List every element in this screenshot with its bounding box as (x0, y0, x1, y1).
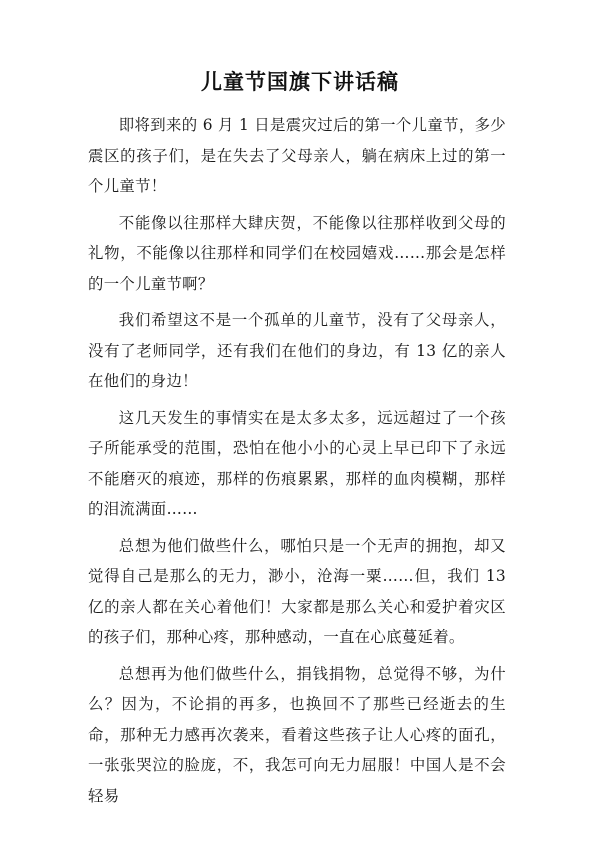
paragraph-5: 总想为他们做些什么，哪怕只是一个无声的拥抱，却又觉得自己是那么的无力，渺小，沧海一粟……但，我们 13 亿的亲人都在关心着他们！大家都是那么关心和爱护着灾区的孩子们，那种心疼，那种感动，一直在心底蔓延着。 (88, 536, 506, 646)
paragraph-4: 这几天发生的事情实在是太多太多，远远超过了一个孩子所能承受的范围，恐怕在他小小的心灵上早已印下了永远不能磨灭的痕迹，那样的伤痕累累，那样的血肉模糊，那样的泪流满面…… (88, 408, 506, 518)
paragraph-1: 即将到来的 6 月 1 日是震灾过后的第一个儿童节，多少震区的孩子们，是在失去了父母亲人，躺在病床上过的第一个儿童节！ (88, 116, 506, 195)
document-title: 儿童节国旗下讲话稿 (201, 70, 399, 94)
paragraph-6: 总想再为他们做些什么，捐钱捐物，总觉得不够，为什么？因为，不论捐的再多，也换回不了那些已经逝去的生命，那种无力感再次袭来，看着这些孩子让人心疼的面孔，一张张哭泣的脸庞，不，我怎可向无力屈服！中国人是不会轻易 (88, 664, 506, 805)
paragraph-3: 我们希望这不是一个孤单的儿童节，没有了父母亲人，没有了老师同学，还有我们在他们的身边，有 13 亿的亲人在他们的身边！ (88, 311, 506, 390)
document-body (88, 110, 506, 817)
paragraph-2: 不能像以往那样大肆庆贺，不能像以往那样收到父母的礼物，不能像以往那样和同学们在校园嬉戏……那会是怎样的一个儿童节啊？ (88, 213, 506, 293)
